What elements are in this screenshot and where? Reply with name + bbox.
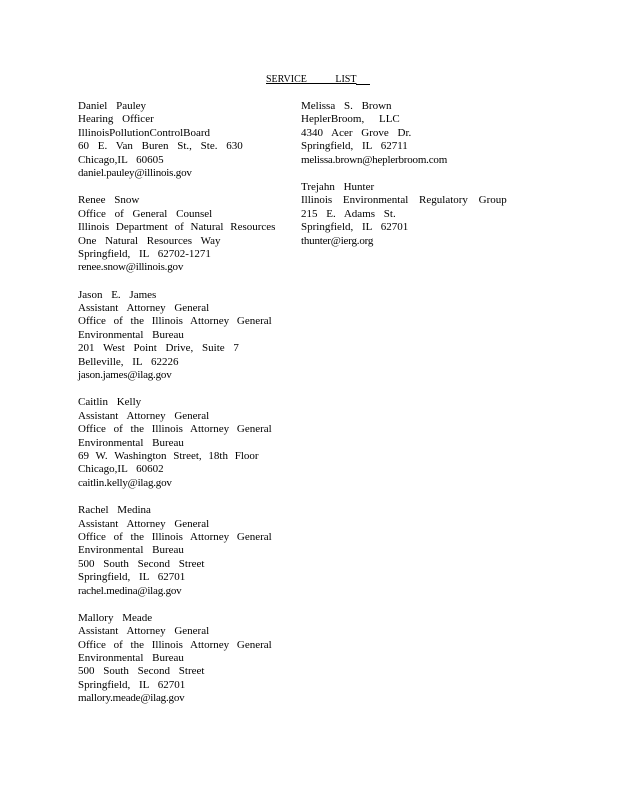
contact-line: One Natural Resources Way <box>78 234 221 247</box>
contact-line: HeplerBroom, LLC <box>301 113 400 126</box>
contact-line: Springfield, IL 62702-1271 <box>78 247 211 260</box>
contact-name: Daniel Pauley <box>78 100 147 112</box>
contact-line: Environmental Bureau <box>78 544 184 557</box>
contact-entry-pauley <box>78 100 288 180</box>
contact-entry-meade <box>78 612 288 706</box>
contact-line: Office of General Counsel <box>78 207 213 220</box>
contact-name: Renee Snow <box>78 194 140 207</box>
contact-line: 500 South Second Street <box>78 665 205 678</box>
contact-line: Office of the Illinois Attorney General <box>78 638 272 651</box>
word: Control <box>149 126 184 139</box>
contact-line: 500 South Second Street <box>78 557 205 570</box>
contact-entry-hunter <box>301 181 531 248</box>
page-title <box>266 74 370 86</box>
contact-line: Springfield, IL 62701 <box>301 221 409 234</box>
right-column <box>301 100 531 262</box>
contact-email: mallory.meade@ilag.gov <box>78 692 185 705</box>
word: Illinois <box>78 126 110 139</box>
contact-line: Hearing Officer <box>78 113 154 126</box>
contact-line: Assistant Attorney General <box>78 517 210 530</box>
contact-line: Chicago,IL 60605 <box>78 153 164 166</box>
contact-email: renee.snow@illinois.gov <box>78 261 184 274</box>
contact-line: 215 E. Adams St. <box>301 207 396 220</box>
contact-line: 69 W. Washington Street, 18th Floor <box>78 449 259 462</box>
contact-name: Trejahn Hunter <box>301 180 375 193</box>
contact-line: Office of the Illinois Attorney General <box>78 423 272 436</box>
contact-email: melissa.brown@heplerbroom.com <box>301 153 448 166</box>
word: Board <box>183 126 211 139</box>
contact-line: Springfield, IL 62701 <box>78 678 186 691</box>
contact-entry-snow <box>78 194 288 274</box>
word: Pollution <box>109 126 150 139</box>
contact-email: jason.james@ilag.gov <box>78 369 172 382</box>
title-text: SERVICE LIST <box>266 74 357 85</box>
contact-line: Environmental Bureau <box>78 328 184 341</box>
contact-entry-kelly <box>78 396 288 490</box>
contact-line: Belleville, IL 62226 <box>78 355 179 368</box>
contact-name: Jason E. James <box>78 288 157 301</box>
contact-name: Caitlin Kelly <box>78 396 142 409</box>
contact-email: thunter@ierg.org <box>301 234 374 247</box>
contact-line: 201 West Point Drive, Suite 7 <box>78 342 239 355</box>
contact-entry-medina <box>78 504 288 598</box>
contact-line: Assistant Attorney General <box>78 625 210 638</box>
contact-entry-brown <box>301 100 531 167</box>
contact-line <box>78 126 211 140</box>
contact-line: Springfield, IL 62701 <box>78 571 186 584</box>
contact-line: Assistant Attorney General <box>78 302 210 315</box>
contact-name: Rachel Medina <box>78 504 151 517</box>
contact-line: Illinois Department of Natural Resources <box>78 221 276 234</box>
contact-name: Melissa S. Brown <box>301 100 392 112</box>
contact-line: Illinois Environmental Regulatory Group <box>301 194 507 207</box>
contact-line: Chicago,IL 60602 <box>78 463 164 476</box>
contact-line: Environmental Bureau <box>78 436 184 449</box>
title-underline-tail <box>356 74 370 85</box>
contact-email: daniel.pauley@illinois.gov <box>78 166 192 179</box>
contact-line: Environmental Bureau <box>78 652 184 665</box>
contact-entry-james <box>78 289 288 383</box>
contact-name: Mallory Meade <box>78 611 153 624</box>
contact-email: rachel.medina@ilag.gov <box>78 584 182 597</box>
contact-line: 60 E. Van Buren St., Ste. 630 <box>78 140 243 153</box>
contact-line: Office of the Illinois Attorney General <box>78 530 272 543</box>
contact-line: Office of the Illinois Attorney General <box>78 315 272 328</box>
contact-line: Assistant Attorney General <box>78 409 210 422</box>
contact-line: 4340 Acer Grove Dr. <box>301 126 412 139</box>
left-column <box>78 100 288 720</box>
contact-line: Springfield, IL 62711 <box>301 140 408 153</box>
contact-email: caitlin.kelly@ilag.gov <box>78 476 172 489</box>
